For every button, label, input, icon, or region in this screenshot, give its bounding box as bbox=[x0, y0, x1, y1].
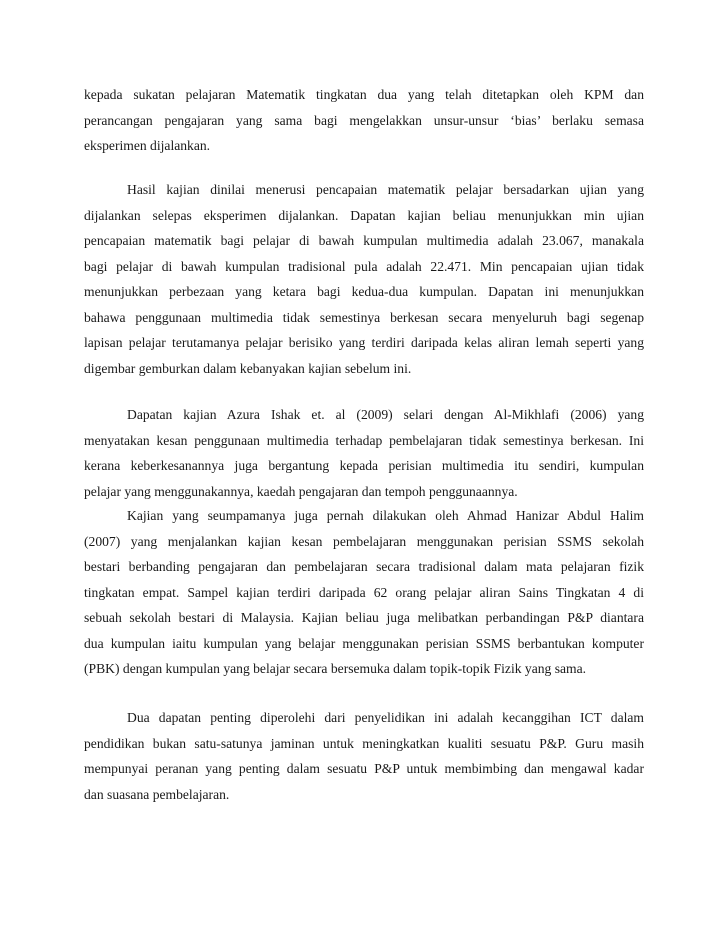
text-line: sebuah sekolah bestari di Malaysia. Kajian beliau juga melibatkan perbandingan P&P diantara bbox=[84, 610, 644, 625]
text-line: kerana keberkesanannya juga bergantung kepada perisian multimedia itu sendiri, kumpulan bbox=[84, 458, 644, 473]
paragraph-continuation bbox=[84, 82, 644, 159]
paragraph-kajian-seumpamanya bbox=[84, 503, 644, 682]
text-line: bahawa penggunaan multimedia tidak semestinya berkesan secara menyeluruh bagi segenap bbox=[84, 309, 644, 325]
paragraph-dua-dapatan bbox=[84, 705, 644, 807]
text-line: Kajian yang seumpamanya juga pernah dilakukan oleh Ahmad Hanizar Abdul Halim bbox=[127, 508, 644, 523]
text-line: (2007) yang menjalankan kajian kesan pembelajaran menggunakan perisian SSMS sekolah bbox=[84, 533, 644, 549]
text-line: dijalankan selepas eksperimen dijalankan. Dapatan kajian beliau menunjukkan min ujian bbox=[84, 207, 644, 223]
text-line: Dapatan kajian Azura Ishak et. al (2009) selari dengan Al-Mikhlafi (2006) yang bbox=[127, 407, 644, 422]
text-line: dua kumpulan iaitu kumpulan yang belajar menggunakan perisian SSMS berbantukan komputer bbox=[84, 635, 644, 651]
text-line: dan suasana pembelajaran. bbox=[84, 786, 230, 802]
text-line: pendidikan bukan satu-satunya jaminan untuk meningkatkan kualiti sesuatu P&P. Guru masih bbox=[84, 735, 644, 751]
text-line: Hasil kajian dinilai menerusi pencapaian matematik pelajar bersadarkan ujian yang bbox=[127, 182, 644, 197]
text-line: lapisan pelajar terutamanya pelajar berisiko yang terdiri daripada kelas aliran lemah seperti yang bbox=[84, 335, 644, 350]
text-line: eksperimen dijalankan. bbox=[84, 138, 211, 153]
text-line: tingkatan empat. Sampel kajian terdiri daripada 62 orang pelajar aliran Sains Tingkatan 4 di bbox=[84, 584, 644, 600]
paragraph-dapatan-kajian bbox=[84, 402, 644, 504]
paragraph-hasil-kajian bbox=[84, 177, 644, 381]
text-line: mempunyai peranan yang penting dalam sesuatu P&P untuk membimbing dan mengawal kadar bbox=[84, 761, 644, 776]
text-line: Dua dapatan penting diperolehi dari penyelidikan ini adalah kecanggihan ICT dalam bbox=[127, 710, 644, 725]
text-line: pelajar yang menggunakannya, kaedah pengajaran dan tempoh penggunaannya. bbox=[84, 483, 518, 499]
text-line: menunjukkan perbezaan yang ketara bagi kedua-dua kumpulan. Dapatan ini menunjukkan bbox=[84, 284, 644, 299]
text-line: perancangan pengajaran yang sama bagi mengelakkan unsur-unsur ‘bias’ berlaku semasa bbox=[84, 112, 644, 128]
text-line: pencapaian matematik bagi pelajar di bawah kumpulan multimedia adalah 23.067, manakala bbox=[84, 233, 644, 248]
text-line: digembar gemburkan dalam kebanyakan kajian sebelum ini. bbox=[84, 360, 412, 376]
text-line: bagi pelajar di bawah kumpulan tradisional pula adalah 22.471. Min pencapaian ujian tidak bbox=[84, 258, 644, 274]
text-line: kepada sukatan pelajaran Matematik tingkatan dua yang telah ditetapkan oleh KPM dan bbox=[84, 87, 644, 102]
text-line: bestari berbanding pengajaran dan pembelajaran secara tradisional dalam mata pelajaran fizik bbox=[84, 559, 644, 574]
text-line: menyatakan kesan penggunaan multimedia terhadap pembelajaran tidak semestinya berkesan. Ini bbox=[84, 432, 644, 448]
text-line: (PBK) dengan kumpulan yang belajar secara bersemuka dalam topik-topik Fizik yang sama. bbox=[84, 661, 587, 676]
